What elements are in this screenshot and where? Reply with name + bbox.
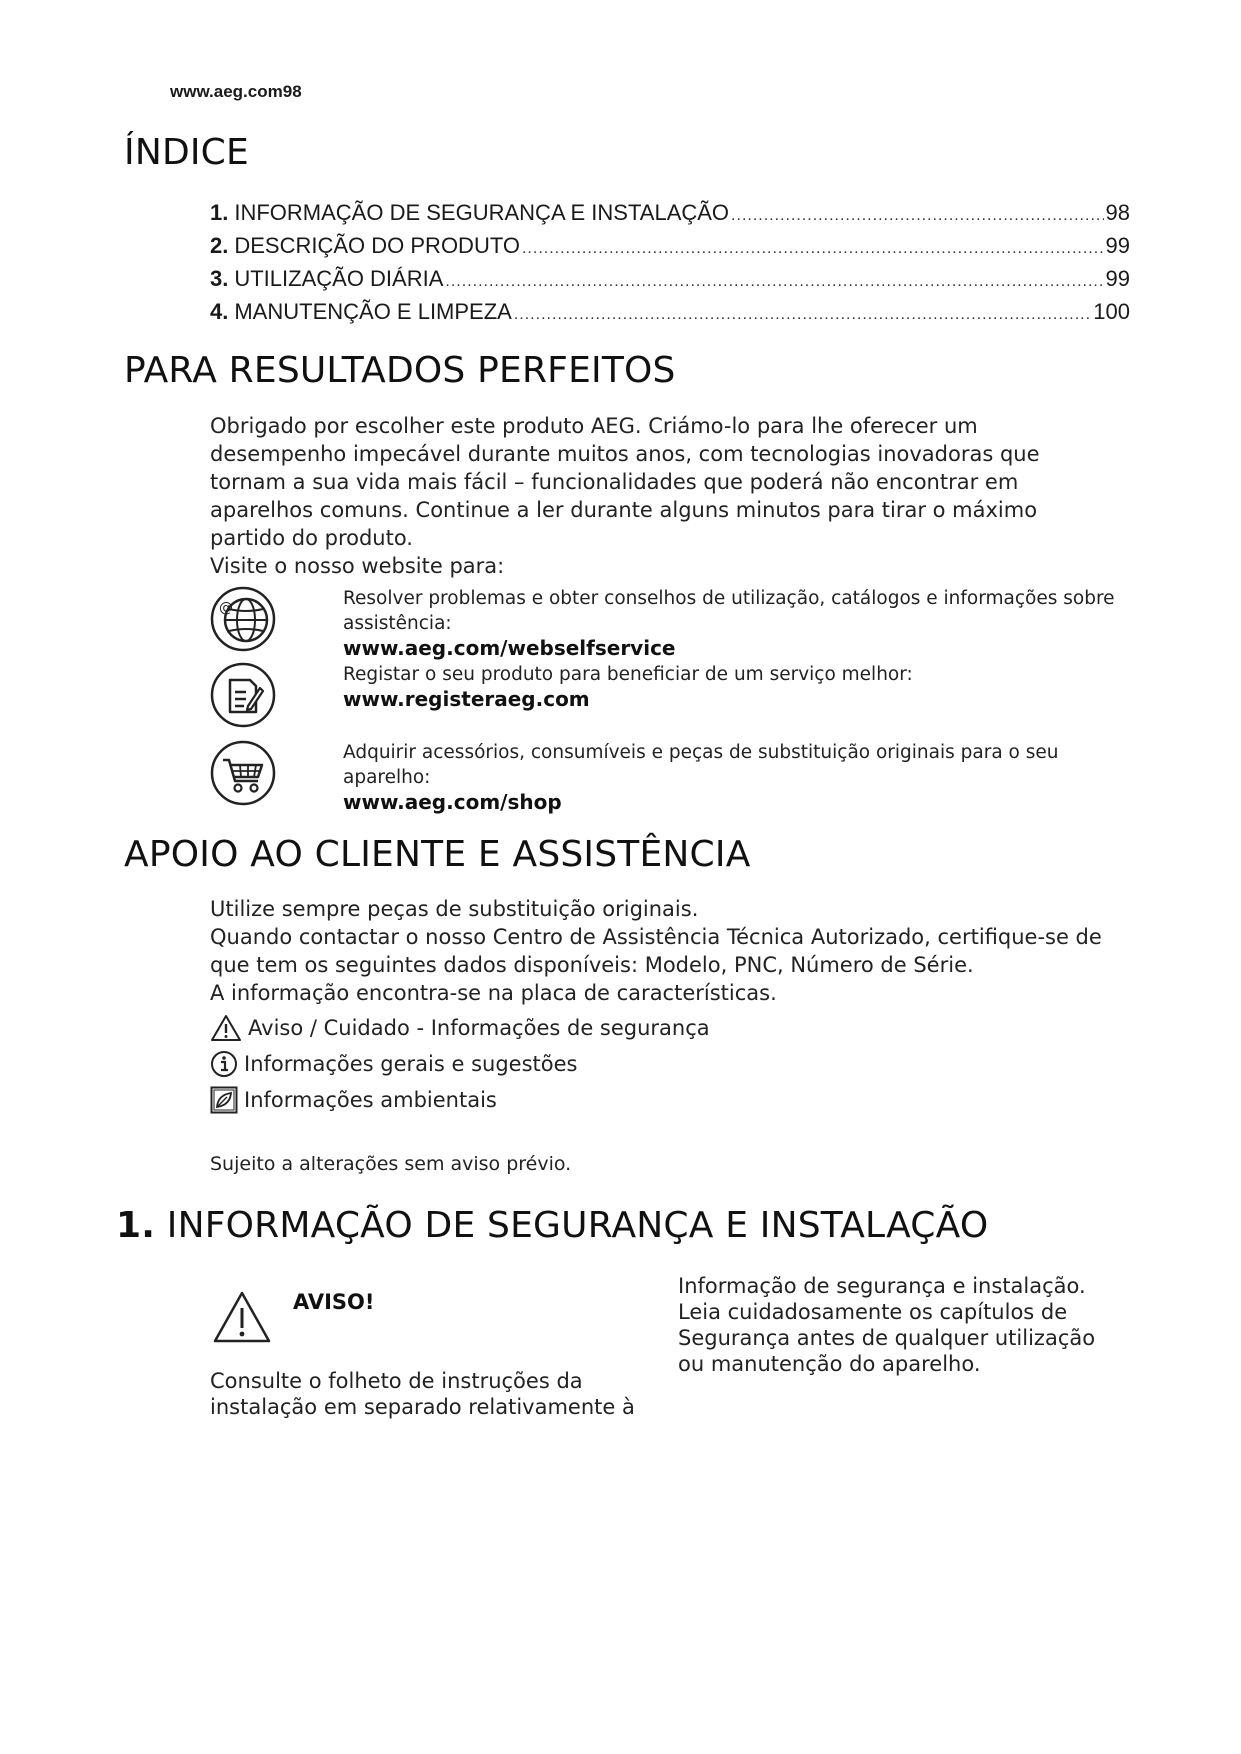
webselfservice-link[interactable]: www.aeg.com/webselfservice <box>343 636 676 660</box>
info-icon <box>210 1050 238 1078</box>
legend-environment <box>210 1086 497 1114</box>
support-line-2: Quando contactar o nosso Centro de Assistência Técnica Autorizado, certifique-se de que tem os seguintes dados disponíveis: Modelo, PNC, Número de Série. <box>210 925 1102 977</box>
support-title: APOIO AO CLIENTE E ASSISTÊNCIA <box>124 834 751 875</box>
service-register-text <box>343 662 1123 712</box>
warning-icon <box>212 1290 272 1344</box>
service-description: Resolver problemas e obter conselhos de utilização, catálogos e informações sobre assistência: <box>343 588 1115 634</box>
service-webselfservice <box>210 586 1130 666</box>
results-intro <box>210 412 1110 580</box>
safety-title <box>116 1205 988 1246</box>
toc-entry-page: 100 <box>1093 299 1130 324</box>
toc-entry[interactable] <box>210 264 1130 297</box>
cart-icon <box>210 740 276 806</box>
toc-entry[interactable] <box>210 231 1130 264</box>
toc-entry-label: MANUTENÇÃO E LIMPEZA <box>234 299 512 324</box>
warning-label: AVISO! <box>293 1290 375 1314</box>
toc-entry[interactable] <box>210 198 1130 231</box>
service-shop-text <box>343 740 1123 815</box>
service-register <box>210 662 1130 742</box>
environment-icon <box>210 1086 238 1114</box>
safety-title-text: INFORMAÇÃO DE SEGURANÇA E INSTALAÇÃO <box>166 1205 989 1246</box>
legend-info-label: Informações gerais e sugestões <box>244 1052 578 1076</box>
support-line-1: Utilize sempre peças de substituição originais. <box>210 897 699 921</box>
support-text <box>210 895 1110 1007</box>
toc-entry-page: 98 <box>1105 200 1130 225</box>
toc-leader-dots <box>731 198 1103 231</box>
legend-warning-label: Aviso / Cuidado - Informações de segurança <box>248 1016 710 1040</box>
toc-entry[interactable] <box>210 297 1130 330</box>
toc-entry-number: 3. <box>210 266 229 291</box>
safety-left-text: Consulte o folheto de instruções da instalação em separado relativamente à <box>210 1369 635 1419</box>
toc-entry-page: 99 <box>1105 266 1130 291</box>
safety-section-number: 1. <box>116 1205 156 1246</box>
service-shop <box>210 740 1130 820</box>
globe-icon <box>210 586 276 652</box>
legend-warning <box>210 1014 710 1042</box>
support-line-3: A informação encontra-se na placa de características. <box>210 981 777 1005</box>
toc-entry-label: DESCRIÇÃO DO PRODUTO <box>234 233 520 258</box>
index-title: ÍNDICE <box>124 132 249 173</box>
toc-entry-label: UTILIZAÇÃO DIÁRIA <box>234 266 444 291</box>
toc-entry-page: 99 <box>1105 233 1130 258</box>
toc-entry-label: INFORMAÇÃO DE SEGURANÇA E INSTALAÇÃO <box>234 200 730 225</box>
results-intro-text: Obrigado por escolher este produto AEG. Criámo-lo para lhe oferecer um desempenho impecável durante muitos anos, com tecnologias inovadoras que tornam a sua vida mais fácil – funcionalidades que poderá não encontrar em aparelhos comuns. Continue a ler durante alguns minutos para tirar o máximo partido do produto. <box>210 414 1040 550</box>
warning-icon <box>210 1014 242 1042</box>
table-of-contents <box>210 198 1130 330</box>
results-title: PARA RESULTADOS PERFEITOS <box>124 350 676 391</box>
service-webselfservice-text <box>343 586 1123 661</box>
toc-leader-dots <box>522 231 1104 264</box>
toc-leader-dots <box>514 297 1091 330</box>
legend-environment-label: Informações ambientais <box>244 1088 497 1112</box>
safety-right-text: Informação de segurança e instalação. Leia cuidadosamente os capítulos de Segurança antes de qualquer utilização ou manutenção do aparelho. <box>678 1274 1096 1376</box>
results-visit-text: Visite o nosso website para: <box>210 554 505 578</box>
toc-entry-number: 4. <box>210 299 229 324</box>
register-icon <box>210 662 276 728</box>
toc-leader-dots <box>445 264 1103 297</box>
toc-entry-number: 1. <box>210 200 229 225</box>
toc-entry-number: 2. <box>210 233 229 258</box>
register-link[interactable]: www.registeraeg.com <box>343 687 590 711</box>
shop-link[interactable]: www.aeg.com/shop <box>343 790 562 814</box>
svg-text:@: @ <box>219 600 233 616</box>
service-description: Registar o seu produto para beneficiar de um serviço melhor: <box>343 664 913 685</box>
service-description: Adquirir acessórios, consumíveis e peças de substituição originais para o seu aparelho: <box>343 742 1059 788</box>
notice-text: Sujeito a alterações sem aviso prévio. <box>210 1153 572 1175</box>
header-url: www.aeg.com98 <box>170 82 302 101</box>
legend-info <box>210 1050 577 1078</box>
